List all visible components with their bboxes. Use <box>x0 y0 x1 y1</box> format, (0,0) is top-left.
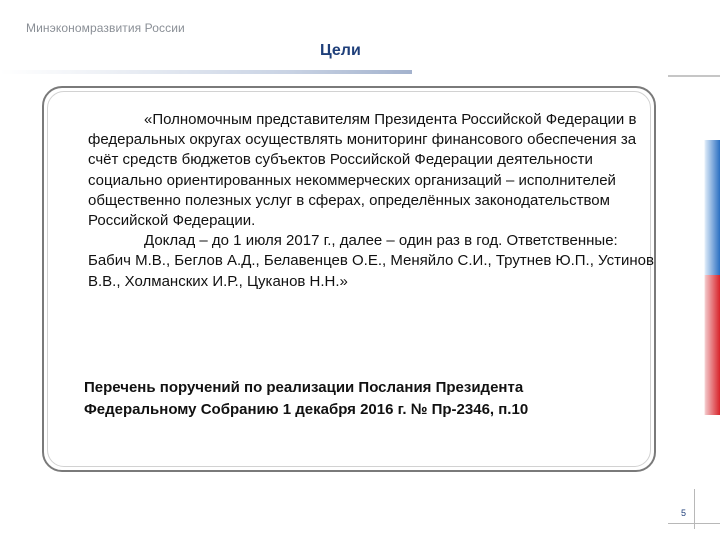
quote-block <box>88 110 658 292</box>
source-line-1: Перечень поручений по реализации Послания Президента <box>84 379 524 396</box>
page-title: Цели <box>320 42 361 59</box>
page-number: 5 <box>681 508 687 518</box>
source-line-2: Федеральному Собранию 1 декабря 2016 г. № Пр-2346, п.10 <box>84 401 529 418</box>
quote-paragraph-1: «Полномочным представителям Президента Российской Федерации в федеральных округах осуществлять мониторинг финансового обеспечения за счёт средств бюджетов субъектов Российской Федерации деятельности социально ориентированных некоммерческих организаций – исполнителей общественно полезных услуг в сферах, определённых законодательством Российской Федерации. <box>88 111 637 230</box>
flag-stripe-red <box>704 275 720 415</box>
top-right-divider <box>668 75 720 77</box>
ministry-logo-text: Минэкономразвития России <box>26 21 185 35</box>
quote-paragraph-2: Доклад – до 1 июля 2017 г., далее – один раз в год. Ответственные: Бабич М.В., Беглов А.Д., Белавенцев О.Е., Меняйло С.И., Трутнев Ю.П., Устинов В.В., Холманских И.Р., Цуканов Н.Н.» <box>88 232 654 290</box>
footer-divider <box>668 523 720 524</box>
source-reference <box>84 377 644 421</box>
flag-stripe-blue <box>704 140 720 275</box>
title-underline <box>0 70 412 74</box>
